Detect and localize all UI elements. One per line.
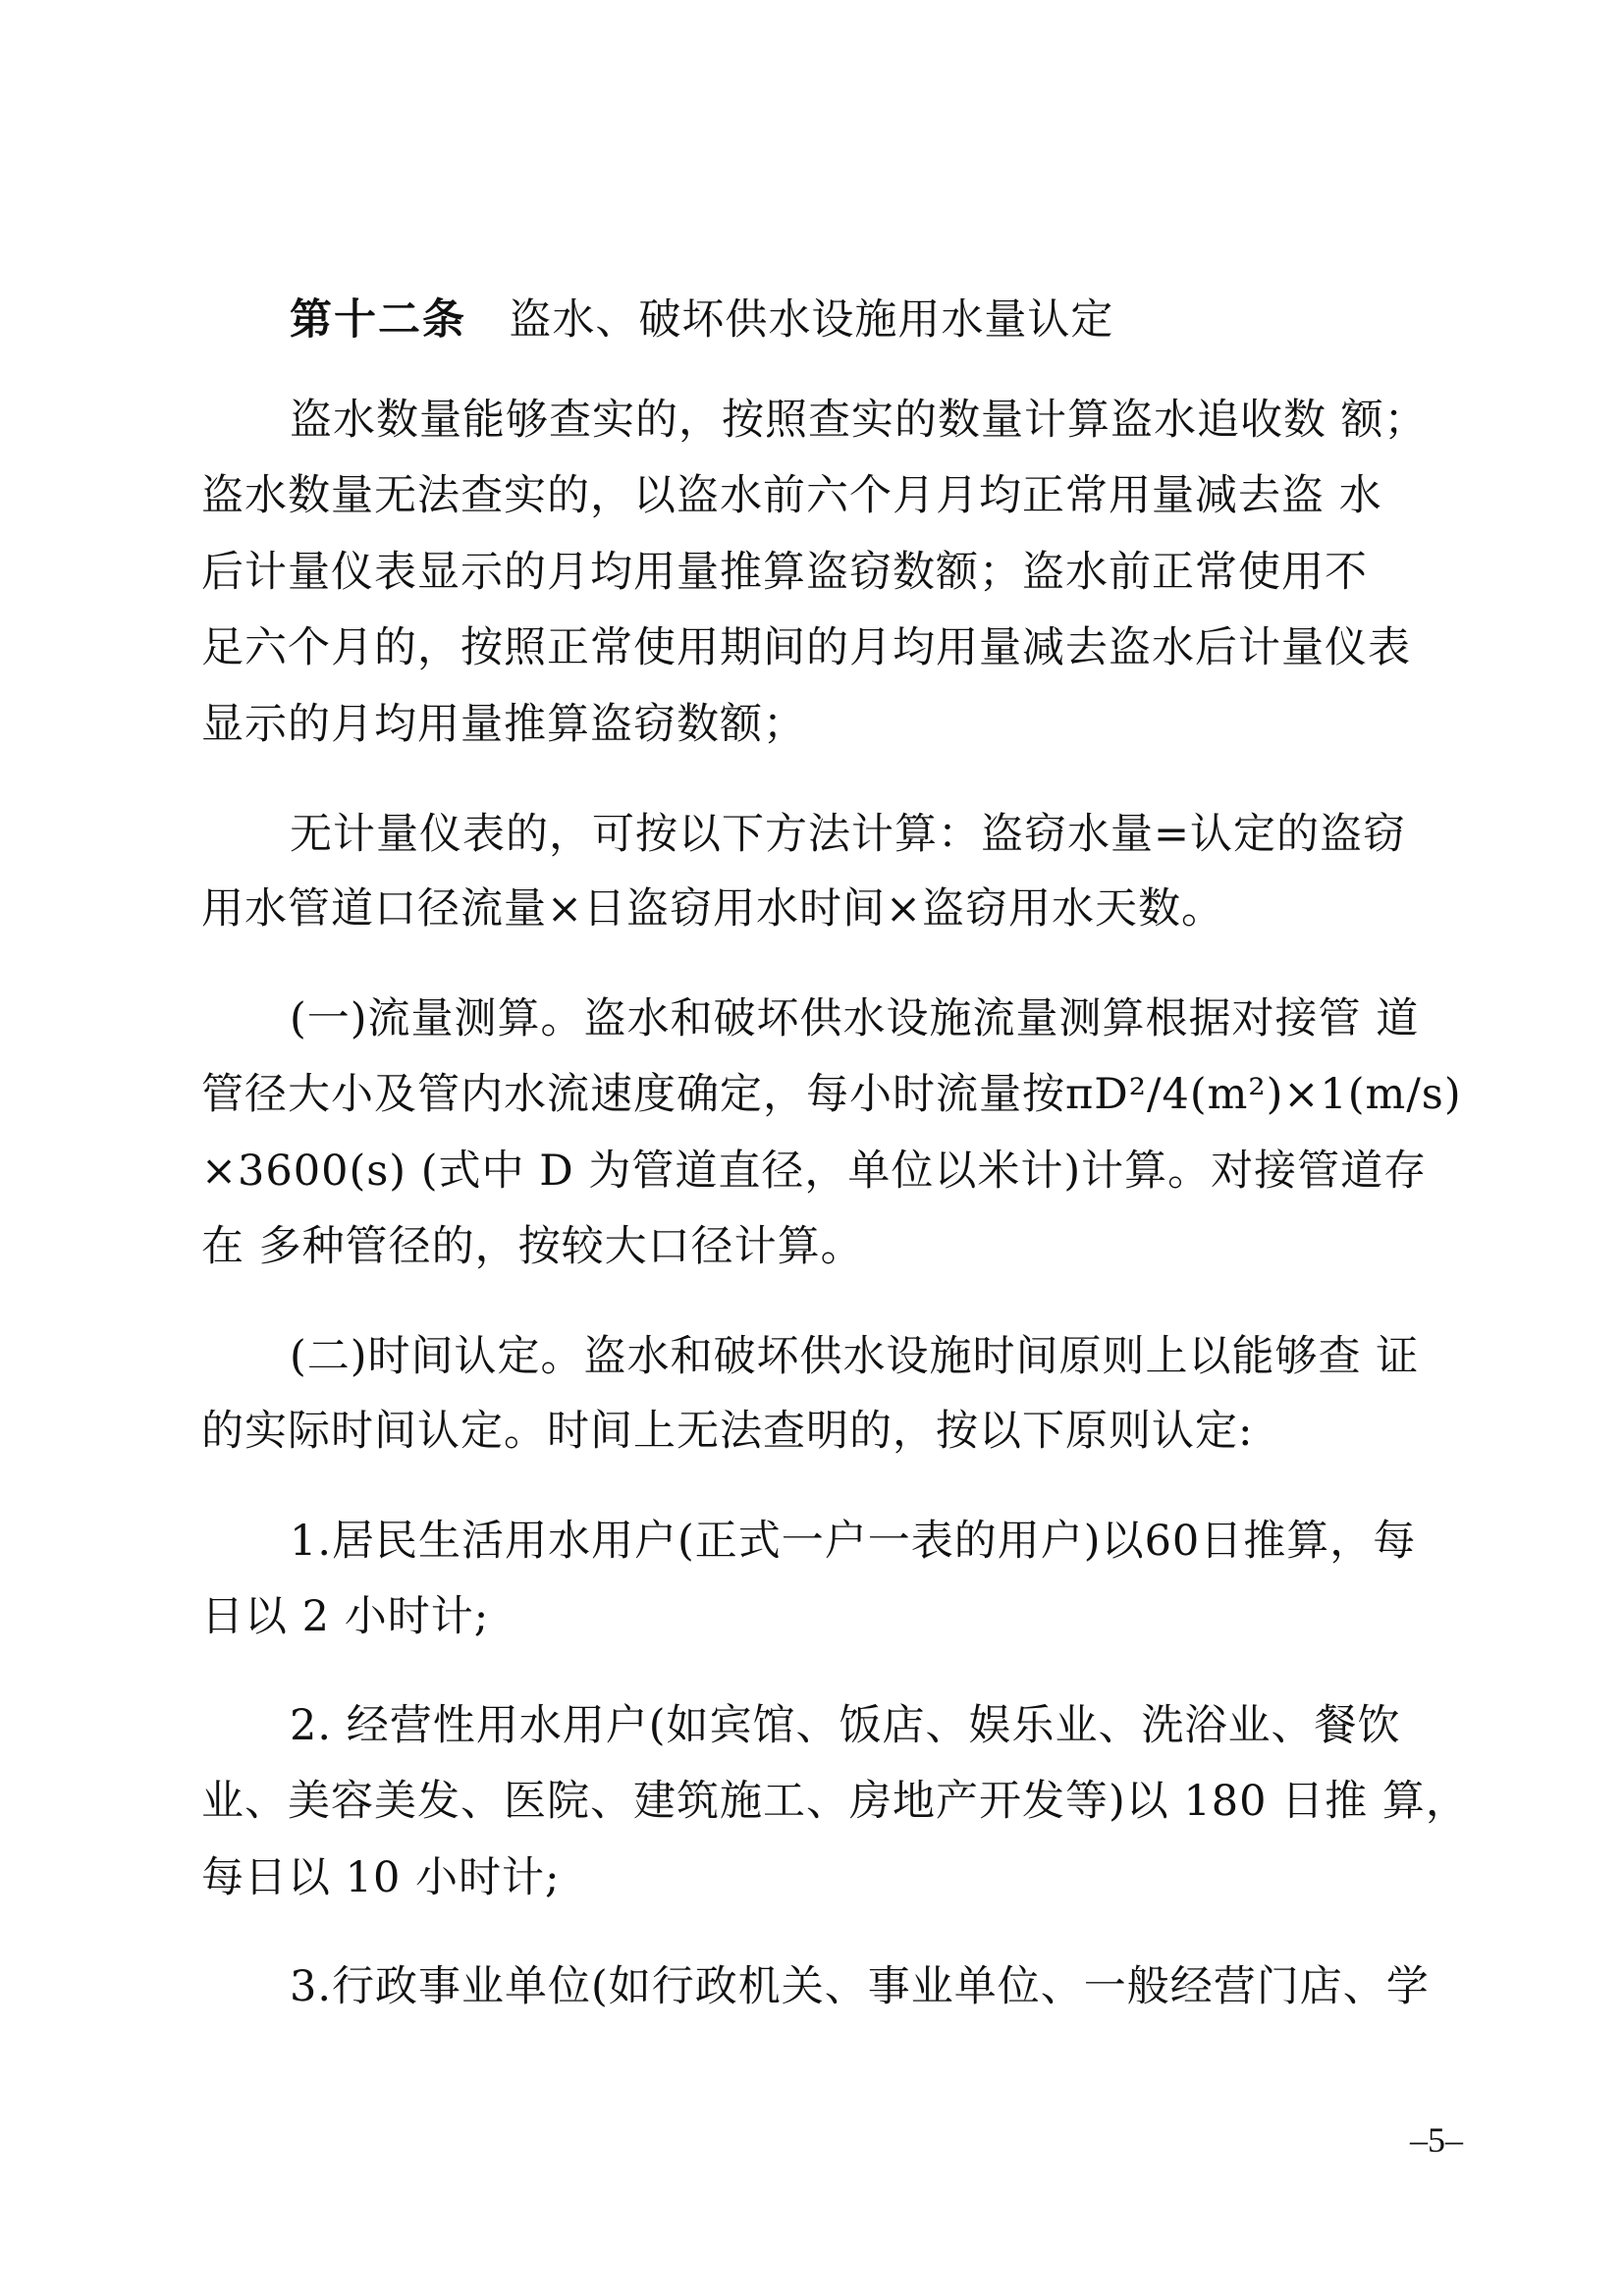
page-number: –5–	[1410, 2120, 1463, 2160]
paragraph-line-13: 的实际时间认定。时间上无法查明的，按以下原则认定:	[201, 1407, 1254, 1456]
paragraph-line-19: 3.行政事业单位(如行政机关、事业单位、一般经营门店、学	[290, 1962, 1430, 2011]
paragraph-line-3: 后计量仪表显示的月均用量推算盗窃数额；盗水前正常使用不	[201, 548, 1368, 597]
paragraph-line-12: (二)时间认定。盗水和破坏供水设施时间原则上以能够查 证	[290, 1332, 1420, 1381]
paragraph-line-9: 管径大小及管内水流速度确定，每小时流量按πD²/4(m²)×1(m/s)	[201, 1070, 1462, 1119]
article-heading-text: 盗水、破坏供水设施用水量认定	[509, 295, 1114, 345]
paragraph-line-8: (一)流量测算。盗水和破坏供水设施流量测算根据对接管 道	[290, 994, 1420, 1043]
paragraph-line-6: 无计量仪表的，可按以下方法计算：盗窃水量=认定的盗窃	[290, 810, 1407, 859]
paragraph-line-10: ×3600(s) (式中 D 为管道直径，单位以米计)计算。对接管道存	[201, 1147, 1428, 1196]
paragraph-line-5: 显示的月均用量推算盗窃数额；	[201, 700, 806, 749]
paragraph-line-11: 在 多种管径的，按较大口径计算。	[201, 1222, 864, 1271]
article-heading	[290, 291, 1429, 349]
paragraph-line-2: 盗水数量无法查实的，以盗水前六个月月均正常用量减去盗 水	[201, 471, 1382, 520]
paragraph-line-18: 每日以 10 小时计;	[201, 1853, 561, 1902]
paragraph-line-14: 1.居民生活用水用户(正式一户一表的用户)以60日推算，每	[290, 1517, 1417, 1566]
paragraph-line-16: 2. 经营性用水用户(如宾馆、饭店、娱乐业、洗浴业、餐饮	[290, 1701, 1401, 1750]
paragraph-line-4: 足六个月的，按照正常使用期间的月均用量减去盗水后计量仪表	[201, 623, 1411, 672]
paragraph-line-1: 盗水数量能够查实的，按照查实的数量计算盗水追收数 额；	[290, 396, 1428, 445]
paragraph-line-7: 用水管道口径流量×日盗窃用水时间×盗窃用水天数。	[201, 884, 1225, 934]
article-heading-label: 第十二条	[290, 295, 466, 345]
paragraph-line-15: 日以 2 小时计;	[201, 1592, 490, 1641]
paragraph-line-17: 业、美容美发、医院、建筑施工、房地产开发等)以 180 日推 算，	[201, 1777, 1469, 1826]
